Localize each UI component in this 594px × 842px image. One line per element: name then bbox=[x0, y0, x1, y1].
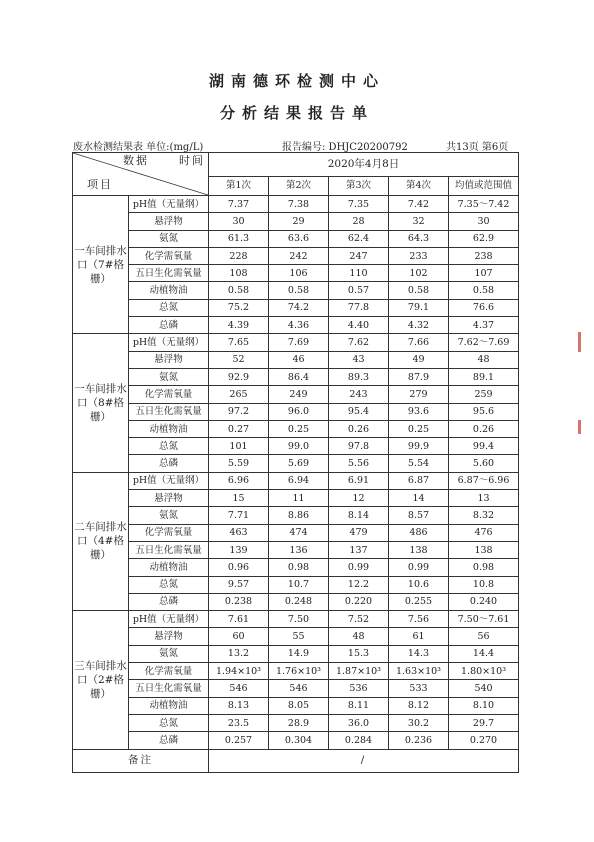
table-row bbox=[73, 265, 519, 282]
parameter-cell: 化学需氧量 bbox=[129, 524, 209, 541]
value-cell: 0.220 bbox=[329, 593, 389, 610]
value-cell: 75.2 bbox=[209, 299, 269, 316]
parameter-cell: 总磷 bbox=[129, 732, 209, 749]
average-cell: 99.4 bbox=[449, 438, 519, 455]
value-cell: 0.304 bbox=[269, 732, 329, 749]
table-row bbox=[73, 230, 519, 247]
value-cell: 10.6 bbox=[389, 576, 449, 593]
value-cell: 0.248 bbox=[269, 593, 329, 610]
parameter-cell: 氨氮 bbox=[129, 645, 209, 662]
value-cell: 474 bbox=[269, 524, 329, 541]
table-row bbox=[73, 611, 519, 628]
parameter-cell: 五日生化需氧量 bbox=[129, 403, 209, 420]
value-cell: 8.05 bbox=[269, 697, 329, 714]
value-cell: 463 bbox=[209, 524, 269, 541]
value-cell: 14.3 bbox=[389, 645, 449, 662]
value-cell: 6.96 bbox=[209, 472, 269, 489]
value-cell: 0.25 bbox=[389, 420, 449, 437]
table-row bbox=[73, 334, 519, 351]
value-cell: 86.4 bbox=[269, 368, 329, 385]
value-cell: 7.71 bbox=[209, 507, 269, 524]
value-cell: 110 bbox=[329, 265, 389, 282]
value-cell: 10.7 bbox=[269, 576, 329, 593]
value-cell: 4.32 bbox=[389, 317, 449, 334]
value-cell: 89.3 bbox=[329, 368, 389, 385]
average-cell: 138 bbox=[449, 541, 519, 558]
value-cell: 46 bbox=[269, 351, 329, 368]
average-cell: 0.270 bbox=[449, 732, 519, 749]
value-cell: 233 bbox=[389, 247, 449, 264]
average-cell: 8.10 bbox=[449, 697, 519, 714]
column-header: 均值或范围值 bbox=[449, 176, 519, 195]
value-cell: 7.65 bbox=[209, 334, 269, 351]
table-row bbox=[73, 247, 519, 264]
value-cell: 4.40 bbox=[329, 317, 389, 334]
seal-edge-mark bbox=[578, 420, 581, 434]
column-header: 第3次 bbox=[329, 176, 389, 195]
parameter-cell: 悬浮物 bbox=[129, 351, 209, 368]
value-cell: 546 bbox=[209, 680, 269, 697]
parameter-cell: 动植物油 bbox=[129, 420, 209, 437]
parameter-cell: 五日生化需氧量 bbox=[129, 265, 209, 282]
value-cell: 11 bbox=[269, 490, 329, 507]
average-cell: 14.4 bbox=[449, 645, 519, 662]
value-cell: 8.11 bbox=[329, 697, 389, 714]
table-row bbox=[73, 541, 519, 558]
value-cell: 249 bbox=[269, 386, 329, 403]
parameter-cell: 动植物油 bbox=[129, 559, 209, 576]
column-header: 第2次 bbox=[269, 176, 329, 195]
average-cell: 7.62～7.69 bbox=[449, 334, 519, 351]
value-cell: 13.2 bbox=[209, 645, 269, 662]
value-cell: 8.14 bbox=[329, 507, 389, 524]
parameter-cell: 总氮 bbox=[129, 299, 209, 316]
value-cell: 7.50 bbox=[269, 611, 329, 628]
parameter-cell: 总氮 bbox=[129, 438, 209, 455]
value-cell: 99.9 bbox=[389, 438, 449, 455]
average-cell: 0.26 bbox=[449, 420, 519, 437]
table-row bbox=[73, 299, 519, 316]
value-cell: 0.58 bbox=[269, 282, 329, 299]
value-cell: 247 bbox=[329, 247, 389, 264]
value-cell: 0.25 bbox=[269, 420, 329, 437]
value-cell: 0.58 bbox=[389, 282, 449, 299]
table-row bbox=[73, 282, 519, 299]
value-cell: 43 bbox=[329, 351, 389, 368]
table-row bbox=[73, 628, 519, 645]
value-cell: 74.2 bbox=[269, 299, 329, 316]
value-cell: 0.236 bbox=[389, 732, 449, 749]
average-cell: 30 bbox=[449, 213, 519, 230]
average-cell: 259 bbox=[449, 386, 519, 403]
results-body bbox=[73, 196, 519, 750]
parameter-cell: 总磷 bbox=[129, 317, 209, 334]
value-cell: 6.94 bbox=[269, 472, 329, 489]
value-cell: 23.5 bbox=[209, 714, 269, 731]
average-cell: 7.35～7.42 bbox=[449, 196, 519, 213]
table-row bbox=[73, 317, 519, 334]
org-title: 湖南德环检测中心 bbox=[208, 72, 385, 90]
table-row bbox=[73, 368, 519, 385]
table-caption: 废水检测结果表 单位:(mg/L) bbox=[73, 142, 204, 153]
value-cell: 7.38 bbox=[269, 196, 329, 213]
average-cell: 95.6 bbox=[449, 403, 519, 420]
value-cell: 5.54 bbox=[389, 455, 449, 472]
value-cell: 14.9 bbox=[269, 645, 329, 662]
value-cell: 7.37 bbox=[209, 196, 269, 213]
value-cell: 7.62 bbox=[329, 334, 389, 351]
parameter-cell: pH值（无量纲） bbox=[129, 611, 209, 628]
value-cell: 36.0 bbox=[329, 714, 389, 731]
date-header: 2020年4月8日 bbox=[209, 153, 519, 177]
value-cell: 12 bbox=[329, 490, 389, 507]
value-cell: 139 bbox=[209, 541, 269, 558]
value-cell: 138 bbox=[389, 541, 449, 558]
value-cell: 102 bbox=[389, 265, 449, 282]
value-cell: 0.96 bbox=[209, 559, 269, 576]
average-cell: 62.9 bbox=[449, 230, 519, 247]
table-row bbox=[73, 576, 519, 593]
note-value: / bbox=[209, 749, 519, 772]
value-cell: 8.57 bbox=[389, 507, 449, 524]
value-cell: 61 bbox=[389, 628, 449, 645]
column-header: 第1次 bbox=[209, 176, 269, 195]
value-cell: 533 bbox=[389, 680, 449, 697]
table-row bbox=[73, 663, 519, 680]
value-cell: 0.57 bbox=[329, 282, 389, 299]
value-cell: 108 bbox=[209, 265, 269, 282]
value-cell: 79.1 bbox=[389, 299, 449, 316]
table-row bbox=[73, 455, 519, 472]
average-cell: 0.240 bbox=[449, 593, 519, 610]
value-cell: 7.42 bbox=[389, 196, 449, 213]
value-cell: 29 bbox=[269, 213, 329, 230]
parameter-cell: 氨氮 bbox=[129, 507, 209, 524]
column-header: 第4次 bbox=[389, 176, 449, 195]
value-cell: 15.3 bbox=[329, 645, 389, 662]
header-corner-cell bbox=[73, 153, 209, 196]
location-cell: 一车间排水口（8#格栅） bbox=[73, 334, 129, 472]
value-cell: 0.98 bbox=[269, 559, 329, 576]
parameter-cell: 氨氮 bbox=[129, 368, 209, 385]
value-cell: 486 bbox=[389, 524, 449, 541]
value-cell: 137 bbox=[329, 541, 389, 558]
value-cell: 4.39 bbox=[209, 317, 269, 334]
header-data-label: 数据 bbox=[123, 154, 149, 167]
table-row bbox=[73, 403, 519, 420]
value-cell: 77.8 bbox=[329, 299, 389, 316]
parameter-cell: 悬浮物 bbox=[129, 628, 209, 645]
location-cell: 二车间排水口（4#格栅） bbox=[73, 472, 129, 610]
value-cell: 101 bbox=[209, 438, 269, 455]
value-cell: 55 bbox=[269, 628, 329, 645]
value-cell: 30 bbox=[209, 213, 269, 230]
value-cell: 106 bbox=[269, 265, 329, 282]
value-cell: 1.94×10³ bbox=[209, 663, 269, 680]
value-cell: 12.2 bbox=[329, 576, 389, 593]
table-row bbox=[73, 559, 519, 576]
table-row bbox=[73, 645, 519, 662]
table-row bbox=[73, 593, 519, 610]
average-cell: 540 bbox=[449, 680, 519, 697]
parameter-cell: pH值（无量纲） bbox=[129, 472, 209, 489]
average-cell: 8.32 bbox=[449, 507, 519, 524]
value-cell: 0.238 bbox=[209, 593, 269, 610]
value-cell: 64.3 bbox=[389, 230, 449, 247]
value-cell: 28 bbox=[329, 213, 389, 230]
value-cell: 6.87 bbox=[389, 472, 449, 489]
seal-edge-mark bbox=[578, 332, 581, 352]
parameter-cell: 氨氮 bbox=[129, 230, 209, 247]
value-cell: 61.3 bbox=[209, 230, 269, 247]
table-row bbox=[73, 420, 519, 437]
value-cell: 63.6 bbox=[269, 230, 329, 247]
value-cell: 62.4 bbox=[329, 230, 389, 247]
average-cell: 476 bbox=[449, 524, 519, 541]
average-cell: 0.98 bbox=[449, 559, 519, 576]
value-cell: 279 bbox=[389, 386, 449, 403]
value-cell: 92.9 bbox=[209, 368, 269, 385]
value-cell: 242 bbox=[269, 247, 329, 264]
value-cell: 536 bbox=[329, 680, 389, 697]
parameter-cell: 动植物油 bbox=[129, 282, 209, 299]
value-cell: 7.35 bbox=[329, 196, 389, 213]
value-cell: 0.284 bbox=[329, 732, 389, 749]
value-cell: 546 bbox=[269, 680, 329, 697]
value-cell: 49 bbox=[389, 351, 449, 368]
value-cell: 8.86 bbox=[269, 507, 329, 524]
value-cell: 0.27 bbox=[209, 420, 269, 437]
results-table bbox=[72, 152, 519, 773]
value-cell: 5.56 bbox=[329, 455, 389, 472]
value-cell: 60 bbox=[209, 628, 269, 645]
value-cell: 479 bbox=[329, 524, 389, 541]
table-row bbox=[73, 524, 519, 541]
value-cell: 8.12 bbox=[389, 697, 449, 714]
table-row bbox=[73, 490, 519, 507]
location-cell: 三车间排水口（2#格栅） bbox=[73, 611, 129, 749]
average-cell: 107 bbox=[449, 265, 519, 282]
page-info: 共13页 第6页 bbox=[446, 142, 509, 153]
value-cell: 14 bbox=[389, 490, 449, 507]
average-cell: 56 bbox=[449, 628, 519, 645]
table-row bbox=[73, 507, 519, 524]
value-cell: 52 bbox=[209, 351, 269, 368]
value-cell: 0.26 bbox=[329, 420, 389, 437]
table-row bbox=[73, 680, 519, 697]
value-cell: 9.57 bbox=[209, 576, 269, 593]
parameter-cell: pH值（无量纲） bbox=[129, 196, 209, 213]
table-row bbox=[73, 196, 519, 213]
parameter-cell: 总氮 bbox=[129, 576, 209, 593]
value-cell: 87.9 bbox=[389, 368, 449, 385]
value-cell: 97.2 bbox=[209, 403, 269, 420]
value-cell: 1.76×10³ bbox=[269, 663, 329, 680]
parameter-cell: 总氮 bbox=[129, 714, 209, 731]
value-cell: 5.59 bbox=[209, 455, 269, 472]
value-cell: 7.69 bbox=[269, 334, 329, 351]
value-cell: 265 bbox=[209, 386, 269, 403]
value-cell: 93.6 bbox=[389, 403, 449, 420]
average-cell: 5.60 bbox=[449, 455, 519, 472]
value-cell: 0.255 bbox=[389, 593, 449, 610]
value-cell: 0.99 bbox=[329, 559, 389, 576]
table-row bbox=[73, 732, 519, 749]
average-cell: 7.50～7.61 bbox=[449, 611, 519, 628]
value-cell: 4.36 bbox=[269, 317, 329, 334]
value-cell: 7.52 bbox=[329, 611, 389, 628]
value-cell: 136 bbox=[269, 541, 329, 558]
value-cell: 7.56 bbox=[389, 611, 449, 628]
table-row bbox=[73, 714, 519, 731]
average-cell: 4.37 bbox=[449, 317, 519, 334]
value-cell: 97.8 bbox=[329, 438, 389, 455]
average-cell: 238 bbox=[449, 247, 519, 264]
parameter-cell: 总磷 bbox=[129, 593, 209, 610]
value-cell: 32 bbox=[389, 213, 449, 230]
average-cell: 76.6 bbox=[449, 299, 519, 316]
parameter-cell: 悬浮物 bbox=[129, 213, 209, 230]
average-cell: 13 bbox=[449, 490, 519, 507]
value-cell: 243 bbox=[329, 386, 389, 403]
parameter-cell: 化学需氧量 bbox=[129, 247, 209, 264]
table-row bbox=[73, 438, 519, 455]
average-cell: 48 bbox=[449, 351, 519, 368]
average-cell: 10.8 bbox=[449, 576, 519, 593]
average-cell: 6.87～6.96 bbox=[449, 472, 519, 489]
table-row bbox=[73, 386, 519, 403]
value-cell: 228 bbox=[209, 247, 269, 264]
value-cell: 7.61 bbox=[209, 611, 269, 628]
table-row bbox=[73, 213, 519, 230]
value-cell: 1.87×10³ bbox=[329, 663, 389, 680]
parameter-cell: 化学需氧量 bbox=[129, 663, 209, 680]
value-cell: 5.69 bbox=[269, 455, 329, 472]
average-cell: 29.7 bbox=[449, 714, 519, 731]
parameter-cell: 动植物油 bbox=[129, 697, 209, 714]
parameter-cell: 化学需氧量 bbox=[129, 386, 209, 403]
location-cell: 一车间排水口（7#格栅） bbox=[73, 196, 129, 334]
value-cell: 6.91 bbox=[329, 472, 389, 489]
report-number: 报告编号: DHJC20200792 bbox=[282, 142, 408, 153]
header-time-label: 时间 bbox=[179, 154, 205, 167]
value-cell: 99.0 bbox=[269, 438, 329, 455]
value-cell: 95.4 bbox=[329, 403, 389, 420]
table-row bbox=[73, 697, 519, 714]
parameter-cell: 总磷 bbox=[129, 455, 209, 472]
value-cell: 0.58 bbox=[209, 282, 269, 299]
value-cell: 0.99 bbox=[389, 559, 449, 576]
parameter-cell: 五日生化需氧量 bbox=[129, 541, 209, 558]
value-cell: 15 bbox=[209, 490, 269, 507]
value-cell: 30.2 bbox=[389, 714, 449, 731]
header-item-label: 项目 bbox=[87, 178, 113, 191]
parameter-cell: pH值（无量纲） bbox=[129, 334, 209, 351]
value-cell: 48 bbox=[329, 628, 389, 645]
parameter-cell: 五日生化需氧量 bbox=[129, 680, 209, 697]
value-cell: 0.257 bbox=[209, 732, 269, 749]
value-cell: 1.63×10³ bbox=[389, 663, 449, 680]
parameter-cell: 悬浮物 bbox=[129, 490, 209, 507]
table-row bbox=[73, 351, 519, 368]
value-cell: 96.0 bbox=[269, 403, 329, 420]
report-title: 分析结果报告单 bbox=[219, 104, 374, 122]
note-label: 备注 bbox=[73, 749, 209, 772]
value-cell: 8.13 bbox=[209, 697, 269, 714]
value-cell: 7.66 bbox=[389, 334, 449, 351]
value-cell: 28.9 bbox=[269, 714, 329, 731]
average-cell: 1.80×10³ bbox=[449, 663, 519, 680]
average-cell: 0.58 bbox=[449, 282, 519, 299]
table-row bbox=[73, 472, 519, 489]
average-cell: 89.1 bbox=[449, 368, 519, 385]
